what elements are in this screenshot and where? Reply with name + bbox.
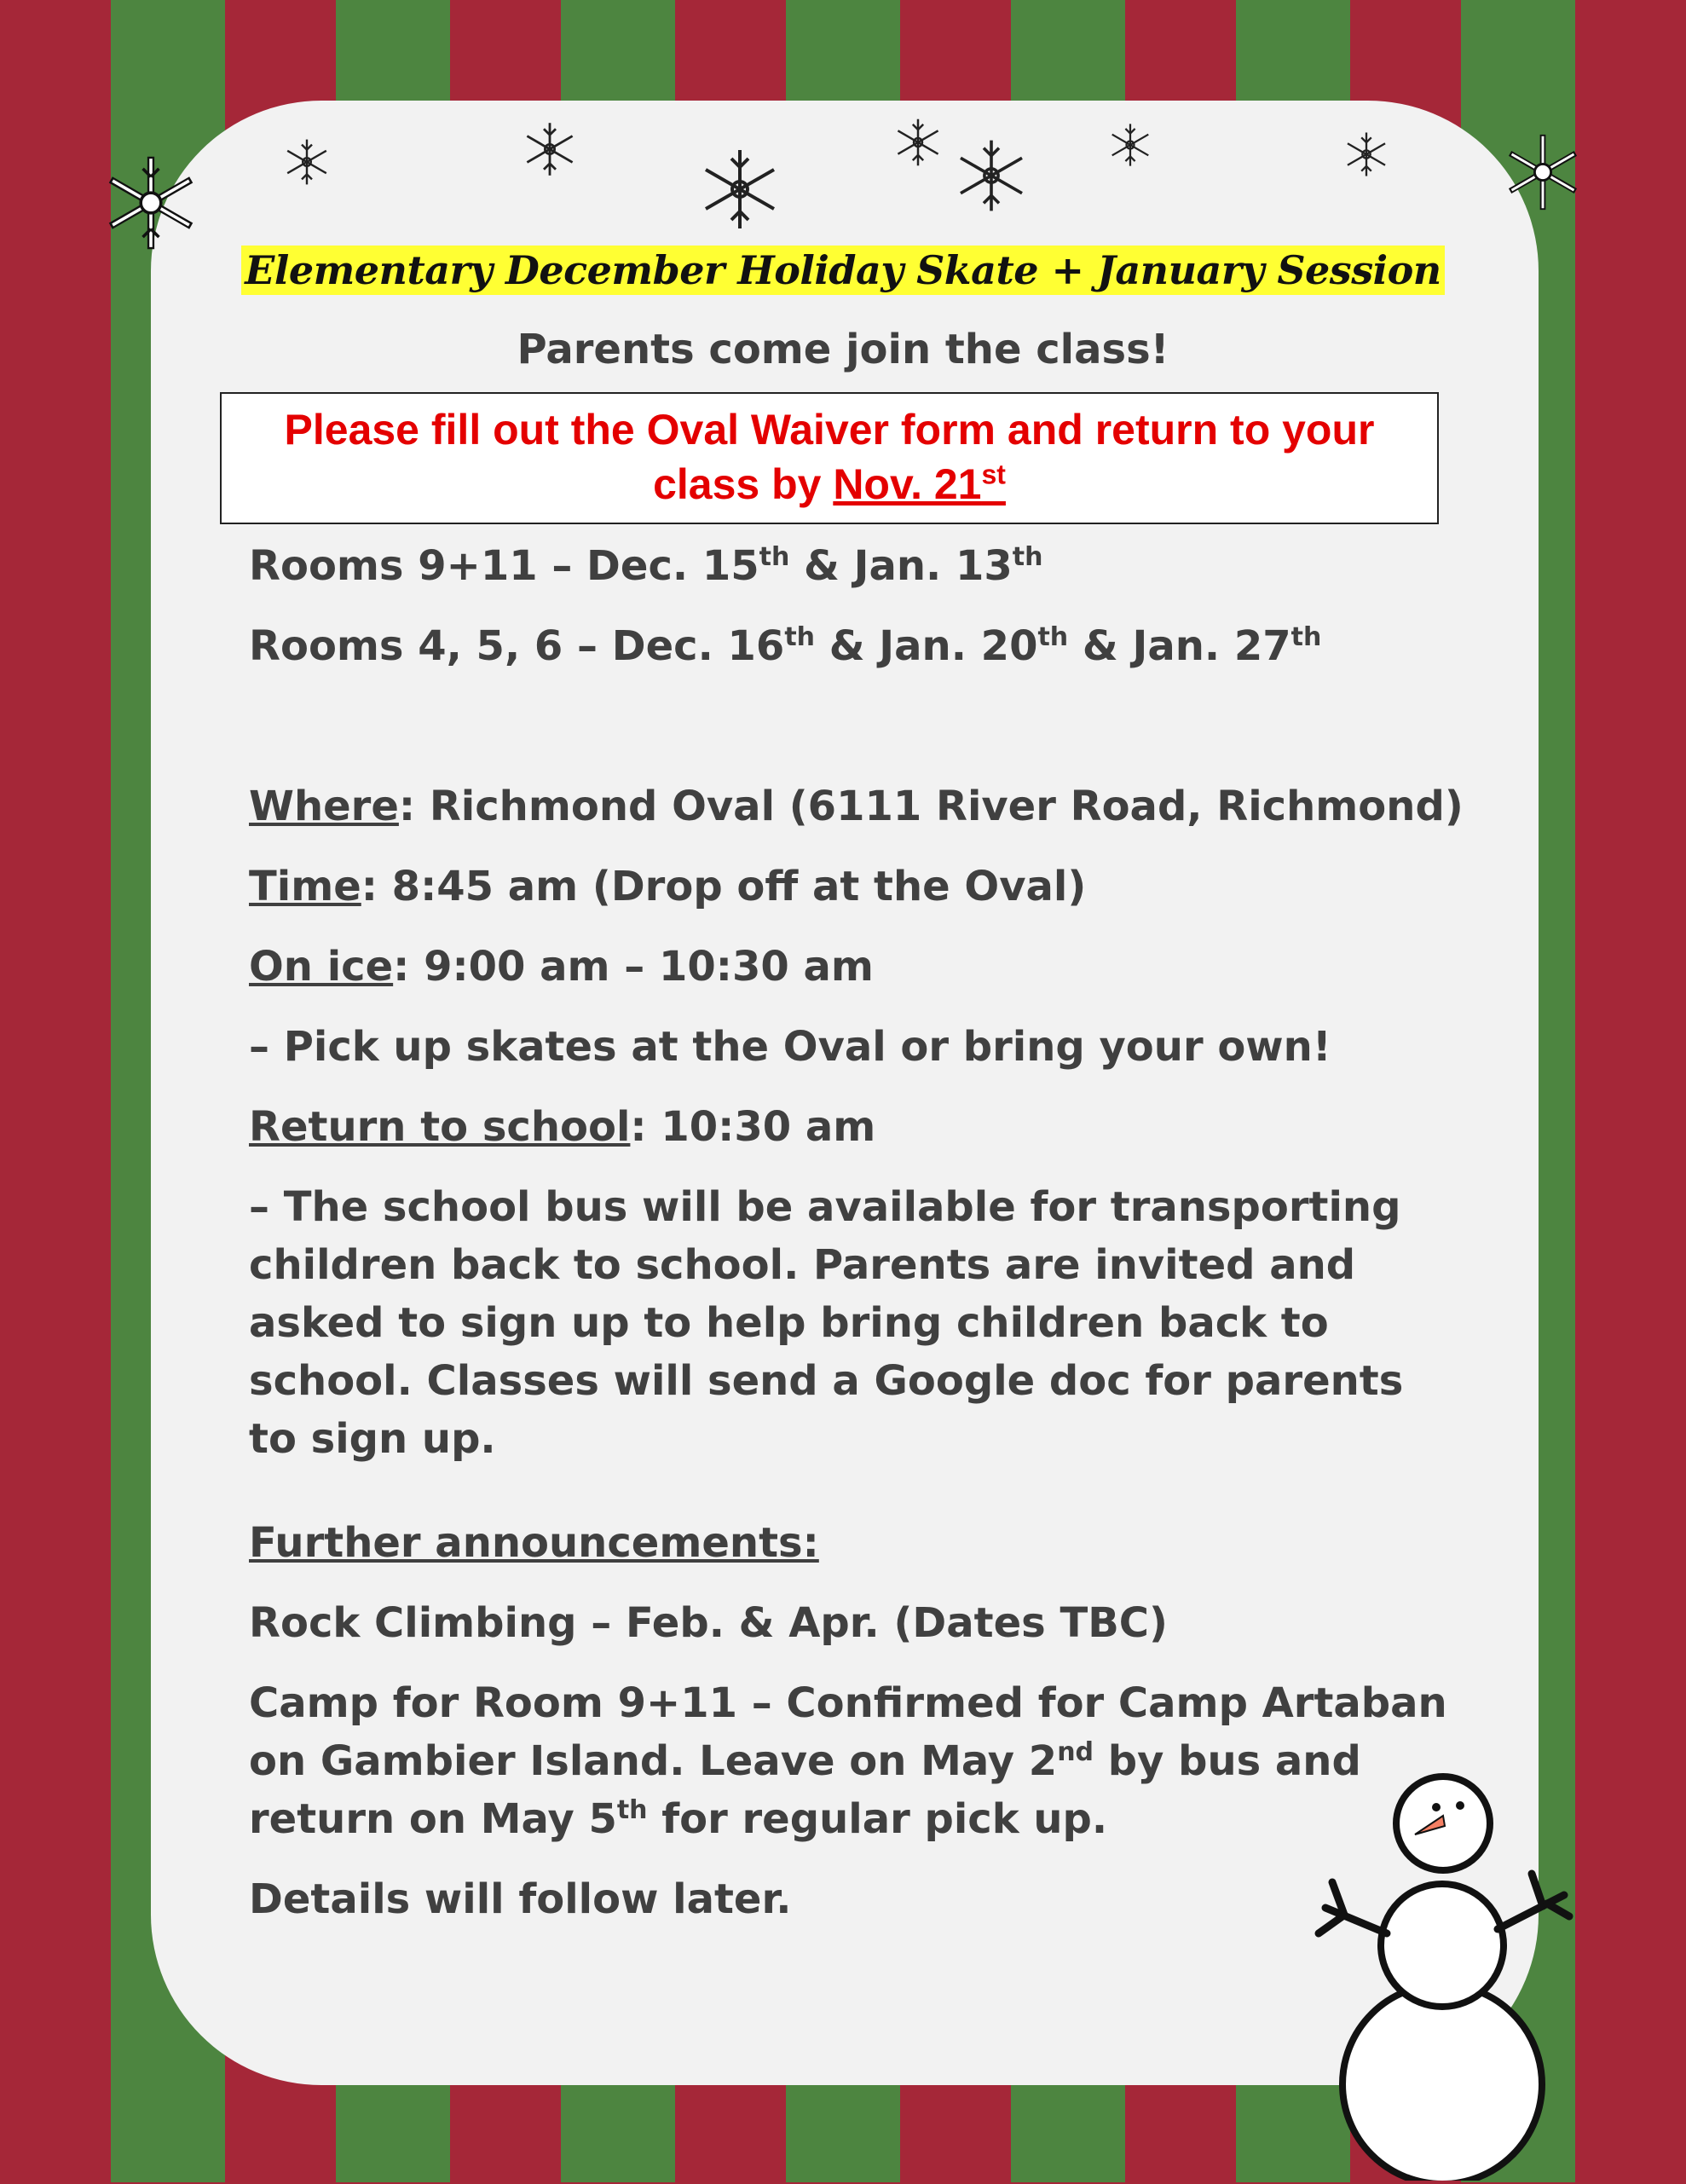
snowflake-icon — [1106, 119, 1154, 170]
title-container — [0, 246, 1686, 295]
announcements-heading-text: Further announcements: — [249, 1519, 819, 1567]
where-line — [249, 777, 1464, 835]
camp-text: by bus and return on May 5 — [249, 1737, 1361, 1843]
camp-sup: nd — [1057, 1737, 1094, 1767]
notice-line-2 — [222, 457, 1437, 511]
schedule-rooms-4-5-6 — [249, 617, 1459, 675]
schedule-text: & Jan. 27 — [1068, 622, 1291, 670]
return-value: : 10:30 am — [630, 1103, 876, 1151]
on-ice-label: On ice — [249, 943, 394, 991]
snowflake-icon — [1502, 123, 1584, 222]
camp-text: for regular pick up. — [647, 1795, 1108, 1843]
camp-text: Camp for Room 9+11 – Confirmed for Camp Artaban on Gambier Island. Leave on May 2 — [249, 1679, 1447, 1785]
bus-note: – The school bus will be available for transporting children back to school. Parents are invited and asked to sign up to help bring children back to school. Classes will send a Google doc for parents to sign up. — [249, 1183, 1404, 1463]
return-label: Return to school — [249, 1103, 631, 1151]
time-label: Time — [249, 863, 361, 910]
page-title: Elementary December Holiday Skate + January Session — [241, 246, 1444, 295]
where-label: Where — [249, 783, 399, 830]
schedule-text: Rooms 4, 5, 6 – Dec. 16 — [249, 622, 785, 670]
schedule-sup: th — [1012, 542, 1043, 572]
snowflake-icon — [892, 113, 944, 172]
skates-note: – Pick up skates at the Oval or bring your own! — [249, 1023, 1331, 1071]
schedule-rooms-9-11 — [249, 537, 1459, 595]
schedule-sup: th — [1037, 622, 1069, 652]
schedule-sup: th — [784, 622, 816, 652]
notice-prefix: class by — [653, 460, 834, 508]
schedule-text: & Jan. 20 — [815, 622, 1038, 670]
waiver-notice-box — [220, 392, 1439, 524]
time-line — [249, 858, 1459, 916]
schedule-sup: th — [759, 542, 790, 572]
camp-sup: th — [616, 1795, 648, 1825]
notice-line-1: Please fill out the Oval Waiver form and return to your — [284, 406, 1375, 454]
snowflake-icon — [520, 116, 580, 182]
snowflake-icon — [281, 136, 332, 188]
where-value: : Richmond Oval (6111 River Road, Richmond) — [398, 783, 1464, 830]
snowflake-icon — [953, 130, 1030, 222]
subtitle: Parents come join the class! — [517, 326, 1169, 373]
schedule-text: Rooms 9+11 – Dec. 15 — [249, 542, 759, 590]
snowman-icon — [1308, 1763, 1581, 2181]
details-later-line: Details will follow later. — [249, 1875, 792, 1923]
snowflake-icon — [697, 138, 782, 240]
return-line — [249, 1098, 1459, 1156]
time-value: : 8:45 am (Drop off at the Oval) — [361, 863, 1087, 910]
snowflake-icon — [1342, 128, 1391, 181]
deadline-sup: st — [981, 459, 1006, 490]
schedule-sup: th — [1290, 622, 1322, 652]
announcements-heading — [249, 1514, 1459, 1572]
schedule-text: & Jan. 13 — [789, 542, 1013, 590]
camp-paragraph — [249, 1674, 1476, 1848]
rock-climbing-line: Rock Climbing – Feb. & Apr. (Dates TBC) — [249, 1599, 1168, 1647]
deadline-date: Nov. 21 — [833, 460, 982, 508]
notice-deadline — [833, 460, 1006, 508]
on-ice-value: : 9:00 am – 10:30 am — [393, 943, 874, 991]
on-ice-line — [249, 938, 1459, 996]
